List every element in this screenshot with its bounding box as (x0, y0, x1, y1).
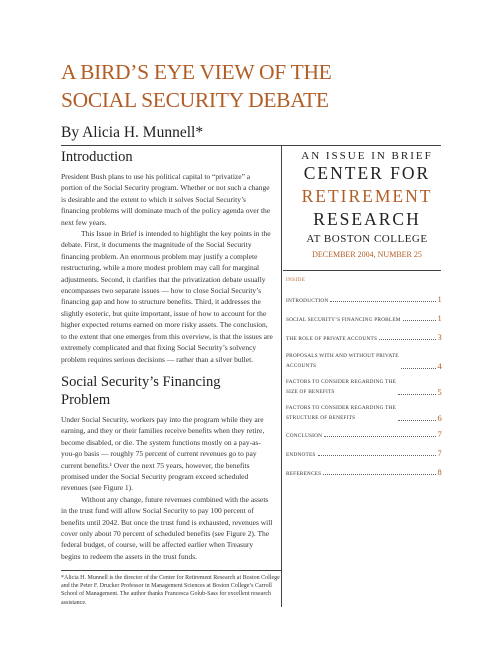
toc-item-title (286, 403, 396, 423)
center-brand-block (292, 150, 442, 259)
document-title (61, 58, 461, 114)
title-line-2: SOCIAL SECURITY DEBATE (61, 88, 329, 112)
toc-item-page: 3 (437, 332, 442, 342)
brand-line-research: RESEARCH (313, 209, 421, 229)
issue-date: DECEMBER 2004, NUMBER 25 (312, 250, 422, 259)
toc-item-title-line-2: SIZE OF BENEFITS (286, 389, 335, 395)
toc-leader (403, 319, 436, 321)
toc-item-title: THE ROLE OF PRIVATE ACCOUNTS (286, 336, 378, 342)
toc-label: INSIDE (286, 278, 306, 283)
toc-rule (283, 270, 441, 271)
toc-item-title (286, 377, 396, 397)
toc-item-page: 7 (437, 448, 442, 458)
brand-line-retirement: RETIREMENT (301, 186, 433, 206)
toc-leader (324, 435, 435, 437)
toc-item-title: INTRODUCTION (286, 298, 329, 304)
toc-item-introduction[interactable] (286, 294, 442, 304)
toc-leader (323, 473, 435, 475)
toc-item-title-line-1: FACTORS TO CONSIDER REGARDING THE (286, 379, 396, 385)
title-line-1: A BIRD’S EYE VIEW OF THE (61, 60, 332, 84)
intro-paragraph-1: President Bush plans to use his political capital to “privatize” a portion of the Social Security program. Whether or not such a change is desirable and the extent to which it solves Social Security’s financing problems will dominate much of the policy agenda over the next few years. (61, 172, 271, 227)
toc-item-endnotes[interactable] (286, 448, 442, 458)
financing-paragraph-2: Without any change, future revenues combined with the assets in the trust fund will allow Social Security to pay 100 percent of benefits until 2042. But once the trust fund is exhausted, revenues will cover only about 70 percent of scheduled benefits (see Figure 2). The federal budget, of course, will be affected earlier when Treasury begins to redeem the assets in the trust funds. (61, 494, 273, 561)
toc-item-page: 6 (437, 413, 442, 423)
toc-item-title: CONCLUSION (286, 433, 323, 439)
footnote-rule (61, 570, 281, 571)
toc-item-private-accounts[interactable] (286, 332, 442, 342)
issue-in-brief-label: AN ISSUE IN BRIEF (301, 150, 433, 162)
toc-item-financing-problem[interactable] (286, 313, 442, 323)
toc-leader (318, 454, 436, 456)
author-byline: By Alicia H. Munnell* (61, 124, 204, 141)
main-column (61, 146, 273, 562)
financing-heading (61, 373, 273, 409)
toc-item-title (286, 351, 399, 371)
toc-leader (330, 300, 435, 302)
column-divider (281, 145, 282, 607)
financing-heading-line-2: Problem (61, 391, 111, 408)
intro-heading: Introduction (61, 149, 133, 165)
toc-item-conclusion[interactable] (286, 429, 442, 439)
toc-item-page: 8 (437, 467, 442, 477)
intro-paragraph-2: This Issue in Brief is intended to highlight the key points in the debate. First, it documents the magnitude of the Social Security financing problem. An enormous problem may justify a complete restructuring, while a more modest problem may call for marginal adjustments. Second, it clarifies that the privatization debate usually encompasses two separate issues — how to close Social Security’s financing gap and how to structure benefits. Third, it addresses the slightly esoteric, but quite important, issue of how to account for the higher expected returns earned on more risky assets. The conclusion, to the extent that one emerges from this overview, is that the issues are extremely complicated and that fixing Social Security’s solvency problem requires serious decisions — rather than a silver bullet. (61, 229, 273, 364)
toc-item-structure-of-benefits[interactable] (286, 403, 442, 423)
toc-item-page: 1 (437, 294, 442, 304)
toc-item-references[interactable] (286, 467, 442, 477)
toc-item-title: ENDNOTES (286, 452, 316, 458)
toc-item-page: 7 (437, 429, 442, 439)
toc-item-title: REFERENCES (286, 471, 322, 477)
toc-leader (398, 419, 436, 421)
toc-leader (398, 393, 436, 395)
toc-item-title-line-1: FACTORS TO CONSIDER REGARDING THE (286, 405, 396, 411)
toc-item-page: 4 (437, 361, 442, 371)
toc-item-title-line-2: STRUCTURE OF BENEFITS (286, 415, 356, 421)
financing-paragraph-1: Under Social Security, workers pay into the program while they are earning, and they or their families receive benefits when they retire, become disabled, or die. The system functions mostly on a pay-as-you-go basis — roughly 75 percent of current revenues go to pay current benefits.¹ Over the next 75 years, however, the benefits promised under the Social Security program exceed scheduled revenues (see Figure 1). (61, 414, 265, 493)
toc-item-title-line-1: PROPOSALS WITH AND WITHOUT PRIVATE (286, 353, 399, 359)
toc-leader (379, 338, 435, 340)
toc-item-title: SOCIAL SECURITY’S FINANCING PROBLEM (286, 317, 401, 323)
brand-line-boston-college: AT BOSTON COLLEGE (306, 233, 428, 245)
toc-leader (401, 367, 436, 369)
toc-item-title-line-2: ACCOUNTS (286, 363, 317, 369)
toc-item-page: 5 (437, 387, 442, 397)
table-of-contents (286, 294, 442, 486)
toc-item-size-of-benefits[interactable] (286, 377, 442, 397)
financing-heading-line-1: Social Security’s Financing (61, 373, 221, 390)
toc-item-page: 1 (437, 313, 442, 323)
toc-item-proposals[interactable] (286, 351, 442, 371)
brand-line-center-for: CENTER FOR (303, 163, 431, 183)
author-footnote: *Alicia H. Munnell is the director of the Center for Retirement Research at Boston College and the Peter F. Drucker Professor in Management Sciences at Boston College’s Carroll School of Management. The author thanks Francesca Golub-Sass for excellent research assistance. (61, 575, 280, 606)
